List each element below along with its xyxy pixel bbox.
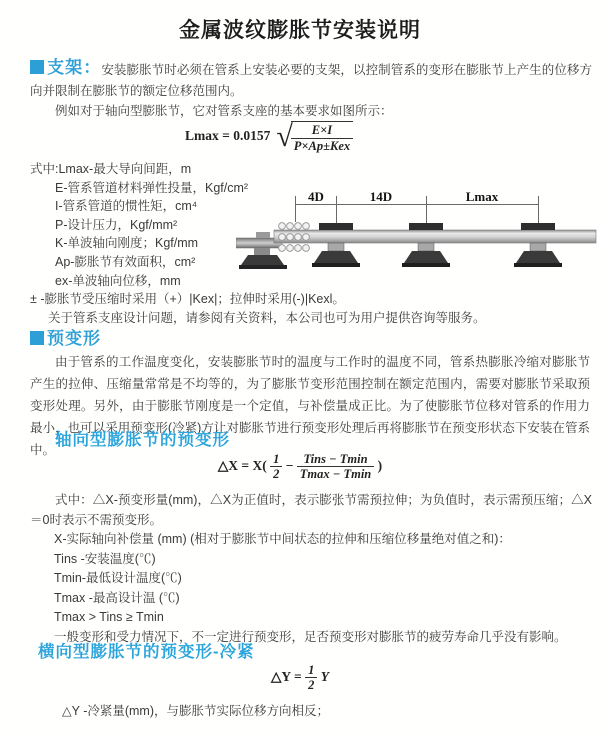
- dimension-label-lmax: Lmax: [465, 190, 499, 204]
- axial-item: Tmax -最高设计温 (℃): [54, 590, 180, 605]
- formula-dx-minus: −: [285, 457, 294, 473]
- axial-item: Tins -安装温度(℃): [54, 551, 156, 566]
- blue-square-icon: [30, 331, 44, 345]
- formula-dx-lhs: △X = X(: [217, 457, 267, 473]
- support-heading-label: 支架：: [47, 58, 102, 77]
- pipe-support-diagram: [236, 190, 600, 278]
- definition-line: K-单波轴向刚度；Kgf/mm: [55, 236, 199, 251]
- formula-dx-close: ): [377, 457, 383, 473]
- half-numerator: 1: [270, 452, 282, 467]
- formula-dx-fraction: [297, 452, 374, 482]
- support-heading: [30, 58, 102, 77]
- formula-lmax-lhs: Lmax = 0.0157: [185, 128, 271, 144]
- definition-line: Ap-膨胀节有效面积，cm²: [55, 254, 196, 269]
- definition-line: P-设计压力，Kgf/mm²: [55, 217, 178, 232]
- definition-line: 关于管系支座设计问题，请参阅有关资料，本公司也可为用户提供咨询等服务。: [48, 310, 486, 325]
- axial-item: Tmin-最低设计温度(℃): [54, 571, 182, 585]
- support-intro-text: 安装膨胀节时必须在管系上安装必要的支架，以控制管系的变形在膨胀节上产生的位移方向并限制在膨胀节的额定位移范围内。: [30, 63, 592, 98]
- formula-dy-rhs: Y: [320, 668, 329, 684]
- formula-lmax: [185, 120, 353, 154]
- axial-item: X-实际轴向补偿量 (mm) (相对于膨胀节中间状态的拉伸和压缩位移量绝对值之和)：: [54, 532, 511, 546]
- axial-item: Tmax > Tins ≥ Tmin: [54, 610, 164, 624]
- axial-explanation: [30, 491, 592, 647]
- predeform-heading-label: 预变形: [47, 329, 101, 348]
- definition-line: ex-单波轴向位移，mm: [55, 273, 181, 288]
- definition-line: I-管系管道的惯性矩，cm⁴: [55, 199, 198, 214]
- support-example-line: 例如对于轴向型膨胀节，它对管系支座的基本要求如图所示：: [55, 104, 393, 118]
- formula-lmax-fraction: [291, 123, 353, 153]
- sqrt-icon: √: [276, 120, 293, 153]
- formula-dy-lhs: △Y =: [271, 668, 302, 684]
- support-section: [30, 57, 592, 102]
- definition-line: E-管系管道材料弹性投量，Kgf/cm²: [55, 180, 249, 195]
- guide-supports: [312, 223, 562, 267]
- predeform-paragraph: 由于管系的工作温度变化，安装膨胀节时的温度与工作时的温度不同，管系热膨胀冷缩对膨胀节产生的拉伸、压缩量常常是不均等的，为了膨胀节变形范围控制在额定范围内，需要对膨胀节采取预变形处理。另外，由于膨胀节刚度是一个定值，与补偿量成正比。为了使膨胀节位移对管系的作用力最小，也可以采用预变形(冷紧)方让对膨胀节进行预变形处理后再将膨胀节在预变形状态下安装在管系中。: [30, 355, 590, 457]
- temp-numerator: Tins − Tmin: [297, 452, 374, 467]
- lateral-note: △Y -冷紧量(mm)，与膨胀节实际位移方向相反；: [62, 704, 330, 718]
- formula-dy-half: [305, 663, 317, 693]
- dimension-lines: [295, 196, 539, 223]
- axial-subheading: 轴向型膨胀节的预变形: [55, 431, 230, 449]
- predeform-heading: [30, 324, 101, 349]
- definition-line: ± -膨胀节受压缩时采用（+）|Kex|；拉伸时采用(-)|Kexl。: [30, 292, 345, 307]
- main-pipe: [274, 230, 596, 243]
- pipe-diagram-svg: [236, 190, 600, 278]
- formula-lmax-numerator: E×I: [291, 123, 353, 138]
- formula-lmax-denominator: P×Ap±Kex: [293, 138, 351, 153]
- half-denominator: 2: [308, 678, 315, 693]
- definition-line: 式中:Lmax-最大导向间距，m: [30, 162, 192, 176]
- half-numerator: 1: [305, 663, 317, 678]
- axial-para: 式中：△X-预变形量(mm)，△X为正值时，表示膨张节需预拉伸；为负值时，表示需预压缩；△X＝0时表示不需预变形。: [30, 493, 592, 527]
- dimension-label-4d: 4D: [308, 190, 324, 204]
- blue-square-icon: [30, 60, 44, 74]
- page-title: 金属波纹膨胀节安装说明: [179, 19, 421, 42]
- formula-dx-half: [270, 452, 282, 482]
- formula-delta-y: [0, 663, 600, 693]
- formula-lmax-radicand: [291, 121, 353, 153]
- dimension-label-14d: 14D: [369, 190, 393, 204]
- axial-item: 一般变形和受力情况下，不一定进行预变形，足否预变形对膨胀节的疲劳寿命几乎没有影响。: [54, 629, 567, 644]
- formula-delta-x: [0, 452, 600, 482]
- half-denominator: 2: [273, 467, 280, 482]
- temp-denominator: Tmax − Tmin: [299, 467, 372, 482]
- lateral-subheading: 横向型膨胀节的预变形-冷紧: [38, 643, 255, 661]
